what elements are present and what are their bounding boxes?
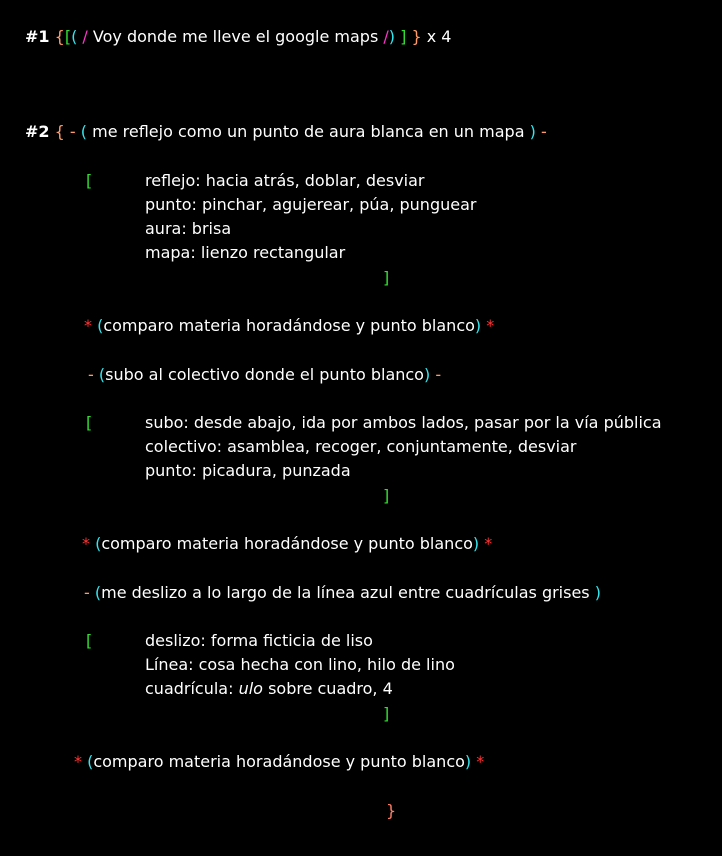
poem-2-line-3: [84, 582, 601, 604]
star: *: [486, 316, 495, 335]
poem-1-slash-open: /: [82, 27, 88, 46]
bracket-close: ]: [383, 704, 390, 723]
definition-line: deslizo: forma ficticia de liso: [145, 631, 373, 650]
definition-prefix: cuadrícula:: [145, 679, 234, 698]
dash: -: [540, 122, 547, 141]
star: *: [476, 752, 485, 771]
paren-close: ): [474, 316, 482, 335]
definition-line: subo: desde abajo, ida por ambos lados, pasar por la vía pública: [145, 413, 662, 432]
poem-2-line-3-text: me deslizo a lo largo de la línea azul entre cuadrículas grises: [101, 583, 590, 602]
dash: -: [84, 583, 90, 602]
poem-1-line: [25, 26, 451, 48]
bracket-open: [: [86, 631, 93, 650]
compare-text: comparo materia horadándose y punto blanco: [103, 316, 475, 335]
bracket-close: ]: [383, 486, 390, 505]
poem-2-line-1-text: me reflejo como un punto de aura blanca en un mapa: [92, 122, 525, 141]
paren-close: ): [472, 534, 480, 553]
bracket-close: ]: [383, 268, 390, 287]
paren-open: (: [94, 583, 102, 602]
poem-2-line-1: [25, 121, 547, 143]
poem-1-bracket-close: ]: [400, 27, 407, 46]
star: *: [82, 534, 90, 553]
definition-line: punto: picadura, punzada: [145, 461, 351, 480]
paren-open: (: [87, 752, 94, 771]
poem-1-brace-open: {: [54, 27, 65, 46]
poem-2-line-2-text: subo al colectivo donde el punto blanco: [105, 365, 424, 384]
paren-open: (: [80, 122, 88, 141]
compare-line-1: [84, 315, 494, 337]
definition-line: Línea: cosa hecha con lino, hilo de lino: [145, 655, 455, 674]
paren-open: (: [97, 316, 104, 335]
poem-1-multiplier: x 4: [426, 27, 452, 46]
compare-text: comparo materia horadándose y punto blanco: [93, 752, 465, 771]
compare-line-3: [74, 751, 484, 773]
bracket-open: [: [86, 413, 93, 432]
poem-2-line-2: [88, 364, 441, 386]
dash: -: [69, 122, 76, 141]
paren-open: (: [98, 365, 106, 384]
poem-2-brace-open: {: [54, 122, 65, 141]
poem-2-brace-close: }: [386, 801, 397, 820]
definition-line: colectivo: asamblea, recoger, conjuntamente, desviar: [145, 437, 577, 456]
definition-italic: ulo: [238, 679, 263, 698]
poem-1-bracket-open: [: [64, 27, 72, 46]
star: *: [74, 752, 82, 771]
compare-text: comparo materia horadándose y punto blanco: [101, 534, 473, 553]
paren-close: ): [594, 583, 601, 602]
paren-close: ): [464, 752, 472, 771]
poem-1-paren-open: (: [71, 27, 78, 46]
poem-1-slash-close: /: [383, 27, 389, 46]
poem-2-number: #2: [25, 122, 50, 141]
definition-line: mapa: lienzo rectangular: [145, 243, 346, 262]
bracket-open: [: [86, 171, 93, 190]
compare-line-2: [82, 533, 492, 555]
star: *: [84, 316, 92, 335]
paren-open: (: [95, 534, 102, 553]
poem-1-number: #1: [25, 27, 50, 46]
definition-line: punto: pinchar, agujerear, púa, punguear: [145, 195, 477, 214]
paren-close: ): [423, 365, 431, 384]
definition-suffix: sobre cuadro, 4: [268, 679, 393, 698]
definition-line: reflejo: hacia atrás, doblar, desviar: [145, 171, 425, 190]
definition-line-cuadricula: [145, 678, 393, 700]
definition-line: aura: brisa: [145, 219, 232, 238]
dash: -: [435, 365, 442, 384]
poem-1-paren-close: ): [388, 27, 396, 46]
paren-close: ): [529, 122, 536, 141]
dash: -: [88, 365, 94, 384]
poem-1-brace-close: }: [411, 27, 422, 46]
star: *: [484, 534, 493, 553]
poem-1-text: Voy donde me lleve el google maps: [92, 27, 379, 46]
